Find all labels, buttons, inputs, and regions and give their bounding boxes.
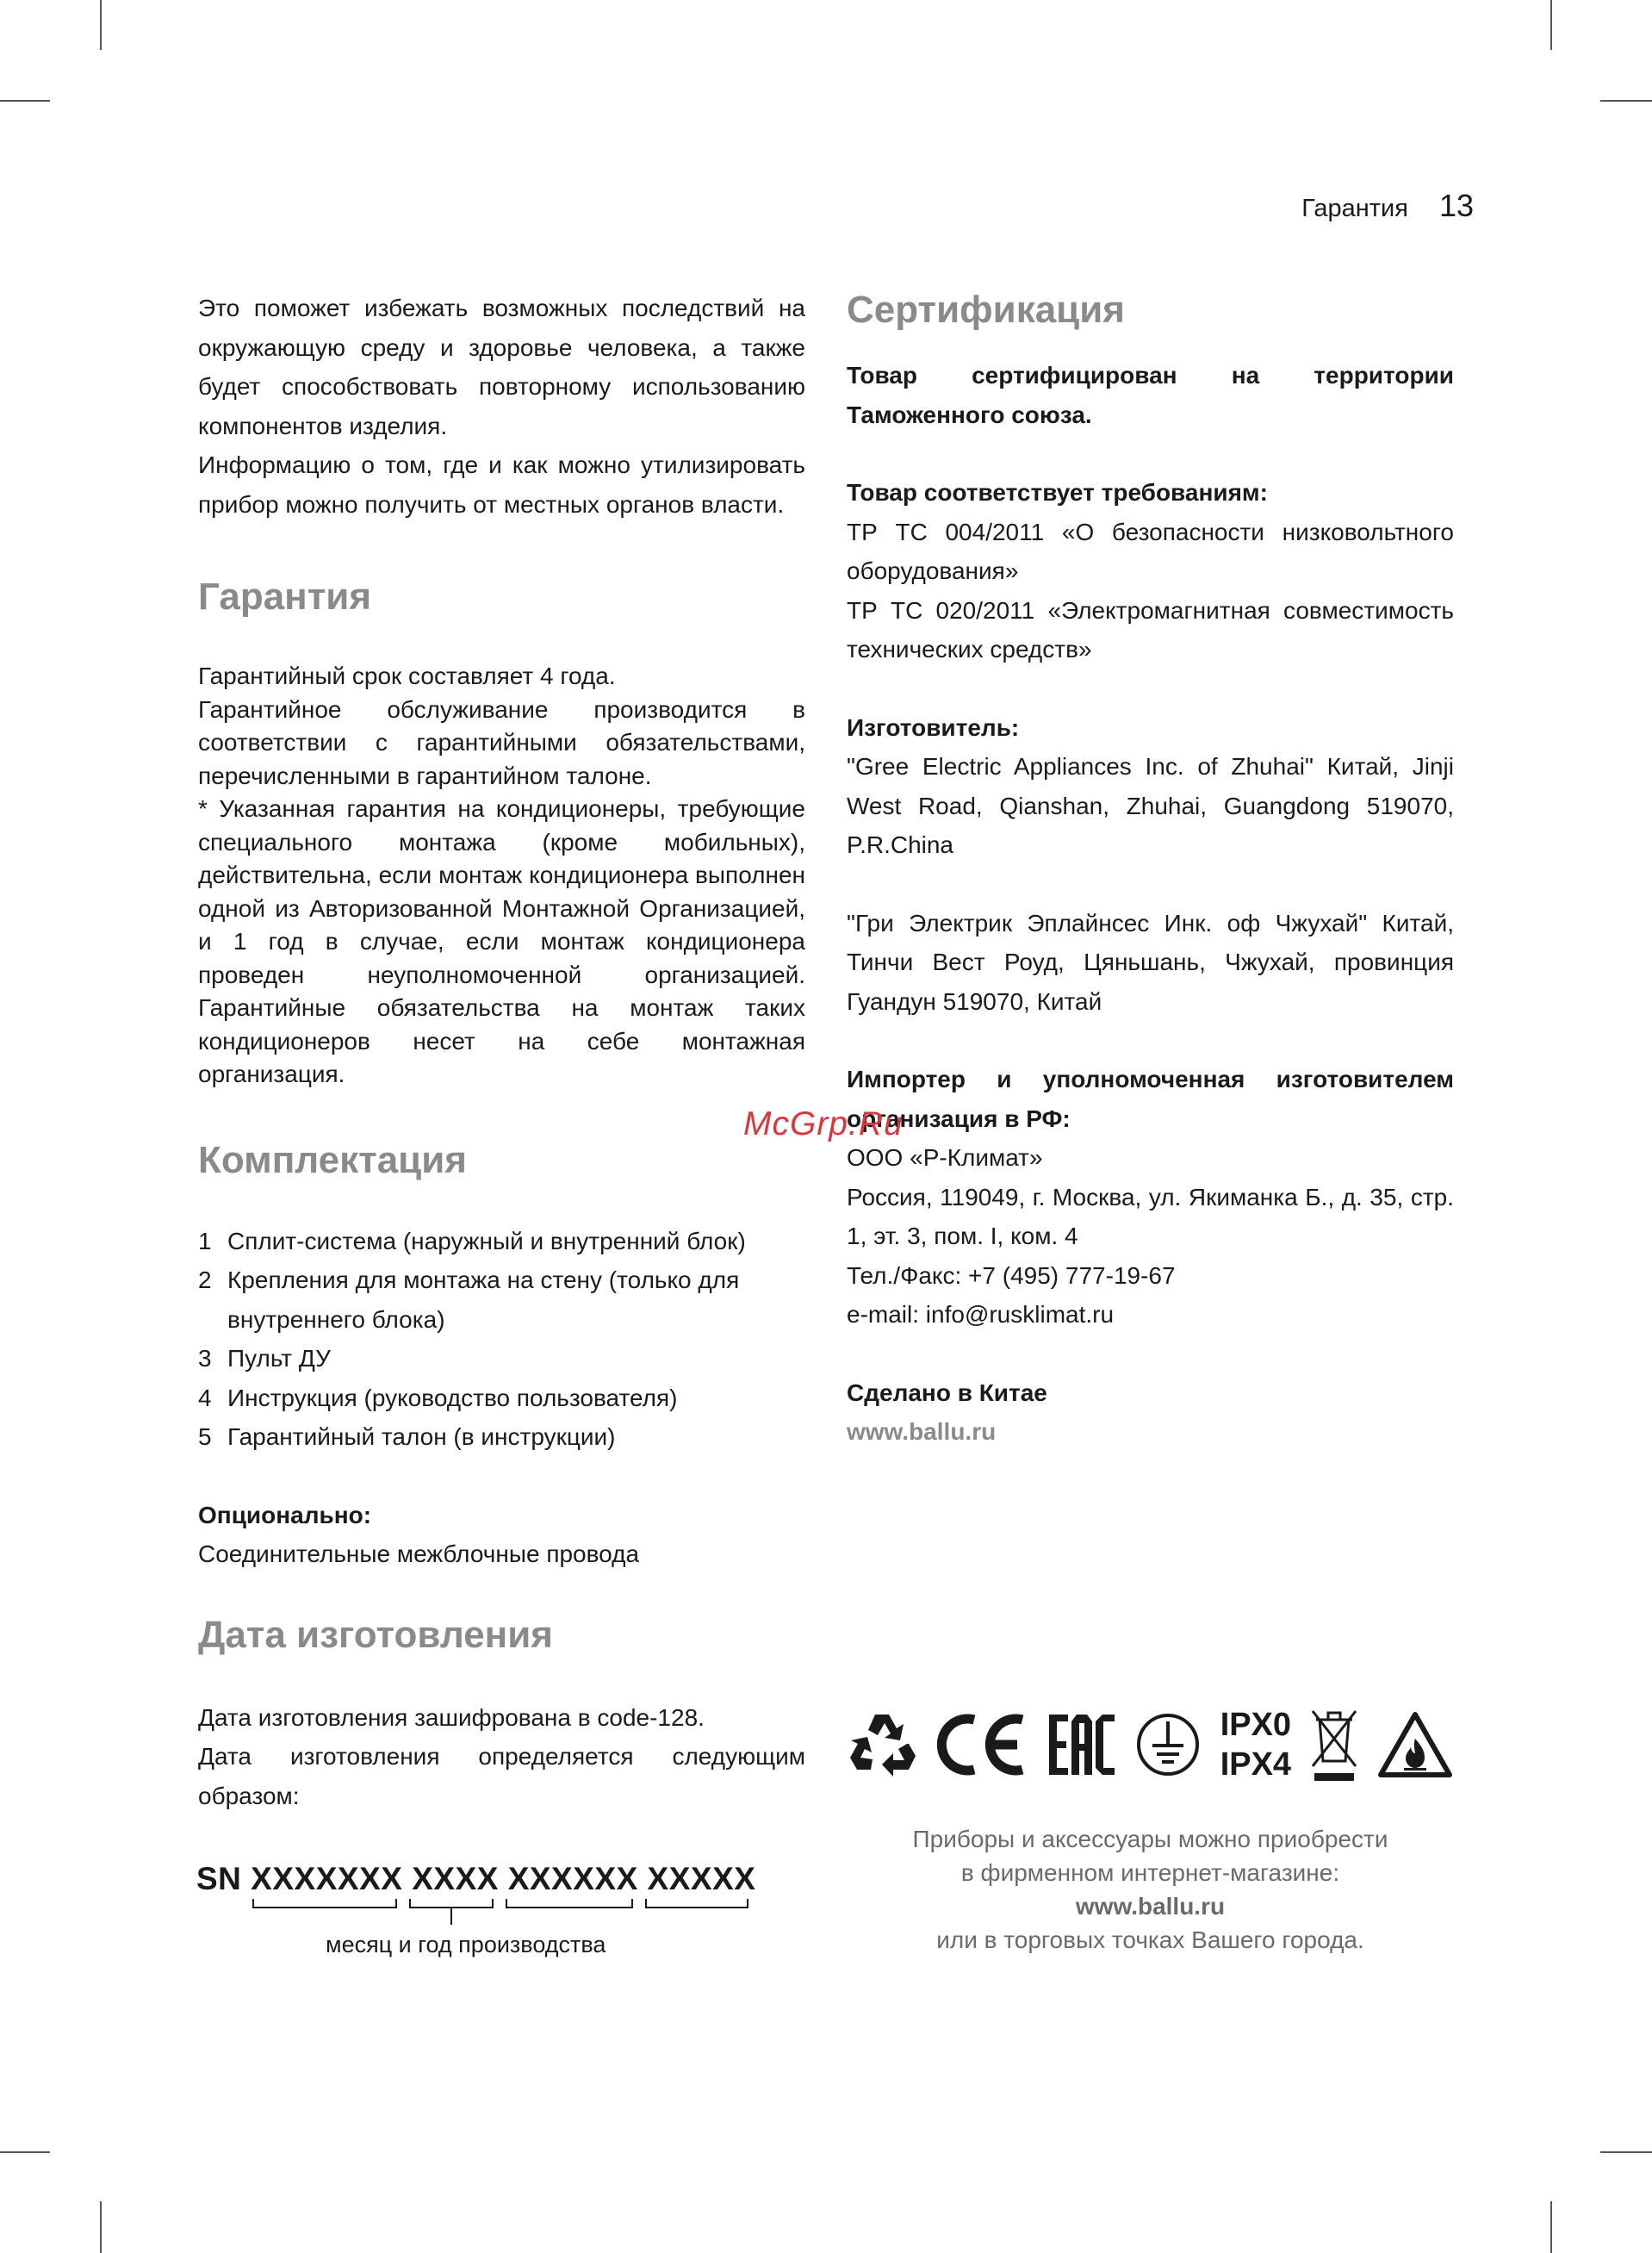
ipx4-label: IPX4 [1220,1746,1292,1783]
right-column [847,289,1454,1452]
req-item: ТР ТС 020/2011 «Электромагнитная совместимость технических средств» [847,596,1454,663]
certification-marks [847,1706,1454,1783]
sn-caption: месяц и год производства [326,1932,606,1957]
weee-bin-icon [1309,1706,1359,1783]
importer-phone: Тел./Факс: +7 (495) 777-19-67 [847,1261,1176,1289]
recycle-icon [847,1709,917,1780]
crop-mark [1600,2151,1652,2153]
warranty-heading: Гарантия [198,576,372,618]
ipx0-label: IPX0 [1220,1707,1292,1743]
crop-mark [1600,100,1652,102]
req-item: ТР ТС 004/2011 «О безопасности низковольтного оборудования» [847,518,1454,584]
warranty-note: * Указанная гарантия на кондиционеры, требующие специального монтажа (кроме мобильных), действительна, если монтаж кондиционера выполнен одной из Авторизованной Монтажной Организацией, и 1 год в случае, если монтаж кондиционера проведен неуполномоченной организацией. Гарантийные обязательства на монтаж таких кондиционеров несет на себе монтажная организация. [198,795,805,1087]
crop-mark [0,100,50,102]
crop-mark [100,2201,102,2253]
kit-list [198,1222,805,1457]
shop-info [847,1822,1454,1957]
shop-site-link[interactable]: www.ballu.ru [1075,1893,1226,1920]
list-item: 5 Гарантийный талон (в инструкции) [198,1423,616,1450]
cert-statement: Товар сертифицирован на территории Таможенного союза. [847,362,1454,428]
header-section-title: Гарантия [1301,195,1408,222]
ground-icon [1133,1709,1202,1780]
kit-heading: Комплектация [198,1138,467,1181]
shop-line: Приборы и аксессуары можно приобрести [912,1826,1388,1852]
importer-address: Россия, 119049, г. Москва, ул. Якиманка Б., д. 35, стр. 1, эт. 3, пом. I, ком. 4 [847,1183,1454,1249]
warranty-service: Гарантийное обслуживание производится в соответствии с гарантийными обязательствами, перечисленными в гарантийном талоне. [198,695,805,789]
ce-mark-icon [935,1709,1029,1780]
flammable-warning-icon [1376,1709,1454,1780]
shop-line: или в торговых точках Вашего города. [936,1926,1364,1953]
serial-number-diagram [196,1861,765,1957]
maker-label: Изготовитель: [847,713,1020,741]
list-item: 1 Сплит-система (наружный и внутренний блок) [198,1227,746,1254]
crop-mark [0,2151,50,2153]
eac-mark-icon [1047,1709,1116,1780]
optional-label: Опционально: [198,1501,372,1528]
shop-line: в фирменном интернет-магазине: [960,1859,1340,1886]
importer-email: e-mail: info@rusklimat.ru [847,1301,1115,1328]
made-in: Сделано в Китае [847,1379,1047,1406]
page-number: 13 [1438,188,1474,223]
maker-ru: "Гри Электрик Эплайнсес Инк. оф Чжухай" Китай, Тинчи Вест Роуд, Цяньшань, Чжухай, провинция Гуандун 519070, Китай [847,909,1454,1015]
site-link[interactable]: www.ballu.ru [847,1418,997,1445]
list-item: 3 Пульт ДУ [198,1345,331,1372]
optional-text: Соединительные межблочные провода [198,1540,640,1567]
req-label: Товар соответствует требованиям: [847,479,1268,506]
importer-label: Импортер и уполномоченная изготовителем организация в РФ: [847,1066,1454,1132]
date-paragraph: Дата изготовления зашифрована в code-128. [198,1703,705,1731]
intro-paragraph: Информацию о том, где и как можно утилизировать прибор можно получить от местных органов власти. [198,451,805,518]
date-paragraph: Дата изготовления определяется следующим образом: [198,1743,805,1809]
list-item: 4 Инструкция (руководство пользователя) [198,1384,678,1411]
cert-heading: Сертификация [847,289,1125,331]
serial-number-format: SN XXXXXXX XXXX XXXXXX XXXXX [196,1861,756,1896]
list-item: 2 Крепления для монтажа на стену (только для внутреннего блока) [198,1267,740,1333]
crop-mark [100,0,102,50]
maker-en: "Gree Electric Appliances Inc. of Zhuhai" Китай, Jinji West Road, Qianshan, Zhuhai, Guangdong 519070, P.R.China [847,753,1454,858]
date-heading: Дата изготовления [198,1613,553,1656]
warranty-term: Гарантийный срок составляет 4 года. [198,663,616,689]
importer-name: ООО «Р-Климат» [847,1144,1043,1171]
crop-mark [1550,2201,1552,2253]
left-column [198,289,805,1815]
intro-paragraph: Это поможет избежать возможных последствий на окружающую среду и здоровье человека, а также будет способствовать повторному использованию компонентов изделия. [198,295,805,439]
crop-mark [1550,0,1552,50]
watermark: McGrp.Ru [743,1105,904,1142]
ipx-rating [1220,1705,1291,1784]
page-header [1301,188,1474,224]
